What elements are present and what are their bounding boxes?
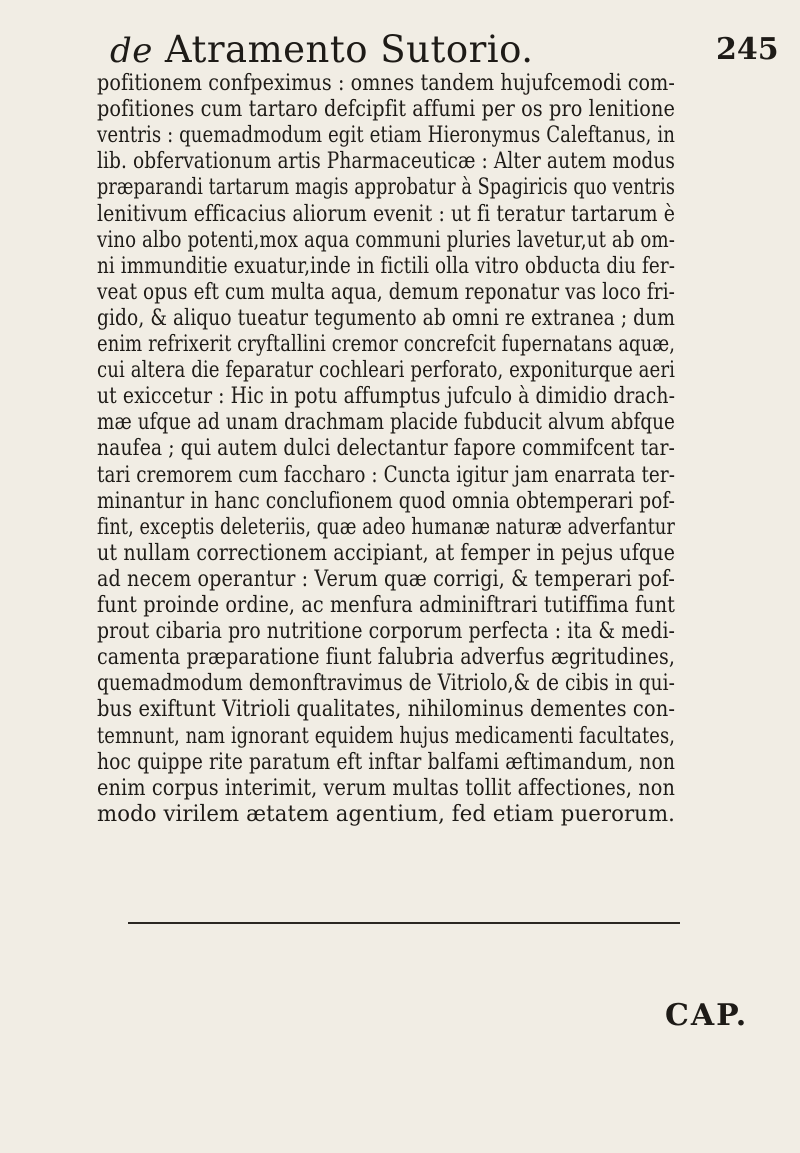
text-line: funt proinde ordine, ac menfura adminiftrari tutiffima funt (97, 592, 675, 618)
text-line: prout cibaria pro nutritione corporum perfecta : ita & medi- (97, 618, 675, 645)
text-line: ut nullam correctionem accipiant, at femper in pejus ufque (97, 539, 675, 566)
text-line: ut exiccetur : Hic in potu affumptus jufculo à dimidio drach- (97, 383, 675, 410)
text-line: hoc quippe rite paratum eft inftar balfami æftimandum, non (97, 748, 675, 775)
title-text: Atramento Sutorio. (164, 28, 534, 71)
text-line: tari cremorem cum faccharo : Cuncta igitur jam enarrata ter- (97, 461, 675, 488)
divider-rule (128, 922, 680, 924)
text-line: enim refrixerit cryftallini cremor concrefcit fupernatans aquæ, (97, 331, 675, 357)
text-line: modo virilem ætatem agentium, fed etiam puerorum. (97, 800, 675, 827)
text-line: gido, & aliquo tueatur tegumento ab omni re extranea ; dum (97, 304, 675, 331)
text-line: pofitionem confpeximus : omnes tandem hujufcemodi com- (97, 70, 675, 96)
page-number: 245 (716, 32, 779, 67)
text-line: præparandi tartarum magis approbatur à Spagiricis quo ventris (97, 174, 675, 201)
title-prefix: de (110, 31, 153, 71)
text-line: quemadmodum demonftravimus de Vitriolo,& de cibis in qui- (97, 670, 675, 697)
text-line: naufea ; qui autem dulci delectantur fapore commifcent tar- (97, 435, 675, 462)
text-line: mæ ufque ad unam drachmam placide fubducit alvum abfque (97, 409, 675, 436)
text-line: bus exiftunt Vitrioli qualitates, nihilominus dementes con- (97, 696, 675, 723)
running-title (110, 28, 534, 71)
text-line: veat opus eft cum multa aqua, demum reponatur vas loco fri- (97, 278, 675, 305)
catchword: CAP. (665, 998, 749, 1033)
text-line: ventris : quemadmodum egit etiam Hieronymus Caleftanus, in (97, 122, 675, 149)
text-line: pofitiones cum tartaro defcipfit affumi per os pro lenitione (97, 96, 675, 123)
text-line: cui altera die feparatur cochleari perforato, exponiturque aeri (97, 357, 675, 384)
text-line: fint, exceptis deleteriis, quæ adeo humanæ naturæ adverfantur (97, 513, 675, 540)
text-line: lenitivum efficacius aliorum evenit : ut fi teratur tartarum è (97, 200, 675, 227)
text-line: ni immunditie exuatur,inde in fictili olla vitro obducta diu fer- (97, 252, 675, 279)
text-line: camenta præparatione fiunt falubria adverfus ægritudines, (97, 644, 675, 671)
text-line: enim corpus interimit, verum multas tollit affectiones, non (97, 774, 675, 801)
text-line: lib. obfervationum artis Pharmaceuticæ : Alter autem modus (97, 148, 675, 175)
text-line: ad necem operantur : Verum quæ corrigi, & temperari pof- (97, 565, 675, 592)
text-line: vino albo potenti,mox aqua communi pluries lavetur,ut ab om- (97, 226, 675, 253)
text-line: temnunt, nam ignorant equidem hujus medicamenti facultates, (97, 722, 675, 749)
text-line: minantur in hanc conclufionem quod omnia obtemperari pof- (97, 487, 675, 514)
